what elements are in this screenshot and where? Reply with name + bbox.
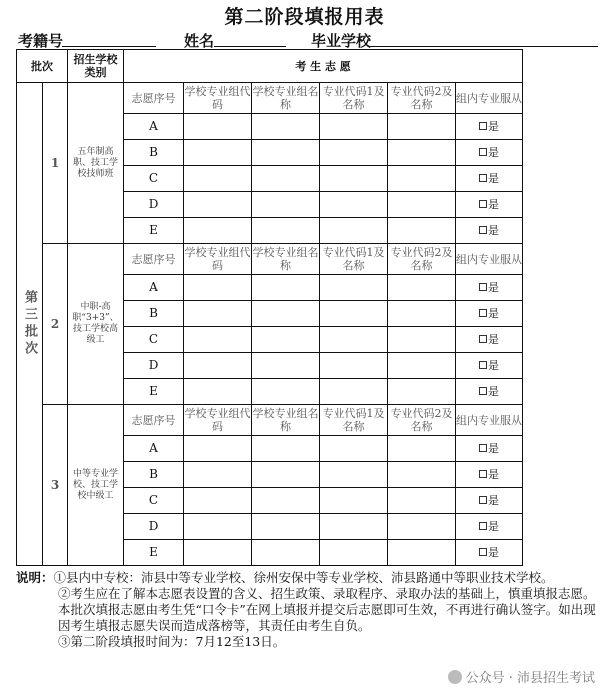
checkbox-icon[interactable] bbox=[479, 148, 487, 156]
obey-cell[interactable] bbox=[456, 140, 523, 166]
exam-no-label: 考籍号 bbox=[18, 32, 64, 50]
subheader-school-name-label: 学校专业组名称 bbox=[252, 407, 319, 433]
choice-letter: C bbox=[148, 332, 159, 346]
choice-order-cell bbox=[124, 275, 184, 301]
checkbox-icon[interactable] bbox=[479, 283, 487, 291]
subheader-major1-label: 专业代码1及名称 bbox=[322, 246, 385, 272]
choice-letter: C bbox=[148, 493, 159, 507]
choice-input-cell[interactable] bbox=[184, 488, 252, 514]
obey-cell[interactable] bbox=[456, 540, 523, 566]
choice-input-cell[interactable] bbox=[320, 462, 388, 488]
choice-input-cell[interactable] bbox=[252, 379, 320, 405]
subheader-obey-label: 组内专业服从 bbox=[456, 252, 523, 266]
obey-cell[interactable] bbox=[456, 192, 523, 218]
group-category: 五年制高职、技工学校技师班 bbox=[72, 146, 118, 179]
choice-order-cell bbox=[124, 192, 184, 218]
name-field[interactable] bbox=[214, 46, 286, 47]
checkbox-icon[interactable] bbox=[479, 361, 487, 369]
choice-letter: A bbox=[149, 119, 158, 133]
choice-letter: B bbox=[149, 306, 158, 320]
checkbox-icon[interactable] bbox=[479, 496, 487, 504]
header-category-line2: 类别 bbox=[84, 66, 107, 79]
checkbox-icon[interactable] bbox=[479, 522, 487, 530]
subheader-school-code-label: 学校专业组代码 bbox=[184, 407, 251, 433]
choice-letter: D bbox=[148, 358, 159, 372]
subheader-obey-label: 组内专业服从 bbox=[456, 413, 523, 427]
choice-letter: E bbox=[149, 223, 158, 237]
choice-order-cell bbox=[124, 379, 184, 405]
obey-label: 是 bbox=[488, 385, 500, 398]
choice-order-cell bbox=[124, 488, 184, 514]
batch-cell bbox=[17, 83, 43, 566]
choice-input-cell[interactable] bbox=[252, 301, 320, 327]
choice-order-cell bbox=[124, 540, 184, 566]
choice-input-cell[interactable] bbox=[184, 218, 252, 244]
header-wishes bbox=[124, 50, 523, 83]
subheader-major1-label: 专业代码1及名称 bbox=[322, 85, 385, 111]
choice-input-cell[interactable] bbox=[320, 301, 388, 327]
subheader-obey-label: 组内专业服从 bbox=[456, 91, 523, 105]
choice-input-cell[interactable] bbox=[184, 436, 252, 462]
choice-input-cell[interactable] bbox=[184, 462, 252, 488]
header-category-line1: 招生学校 bbox=[73, 53, 118, 66]
obey-label: 是 bbox=[488, 281, 500, 294]
note-2: ②考生应在了解本志愿表设置的含义、招生政策、录取程序、录取办法的基础上，慎重填报志愿。本批次填报志愿由考生凭“口令卡”在网上填报并提交后志愿即可生效，不再进行确认签字。如出现因考生填报志愿失误而造成落榜等，其责任由考生自负。 bbox=[58, 586, 596, 633]
subheader-school-code bbox=[184, 405, 252, 436]
group-category: 中等专业学校、技工学校中级工 bbox=[72, 468, 118, 501]
group-category: 中职-高职“3+3”、技工学校高级工 bbox=[72, 302, 119, 345]
obey-cell[interactable] bbox=[456, 462, 523, 488]
note-1: ①县内中专校：沛县中等专业学校、徐州安保中等专业学校、沛县路通中等职业技术学校。 bbox=[53, 570, 554, 585]
group-category-cell bbox=[68, 83, 124, 244]
school-field[interactable] bbox=[370, 46, 598, 47]
obey-label: 是 bbox=[488, 146, 500, 159]
choice-input-cell[interactable] bbox=[252, 462, 320, 488]
obey-label: 是 bbox=[488, 333, 500, 346]
choice-input-cell[interactable] bbox=[388, 166, 456, 192]
checkbox-icon[interactable] bbox=[479, 548, 487, 556]
subheader-major1 bbox=[320, 83, 388, 114]
choice-order-cell bbox=[124, 462, 184, 488]
obey-cell[interactable] bbox=[456, 114, 523, 140]
obey-label: 是 bbox=[488, 494, 500, 507]
subheader-order-label: 志愿序号 bbox=[131, 413, 176, 427]
choice-input-cell[interactable] bbox=[184, 275, 252, 301]
choice-input-cell[interactable] bbox=[320, 114, 388, 140]
choice-input-cell[interactable] bbox=[184, 301, 252, 327]
choice-order-cell bbox=[124, 166, 184, 192]
choice-input-cell[interactable] bbox=[388, 140, 456, 166]
choice-input-cell[interactable] bbox=[388, 514, 456, 540]
obey-label: 是 bbox=[488, 359, 500, 372]
application-table bbox=[16, 49, 523, 566]
school-label: 毕业学校 bbox=[311, 32, 372, 50]
choice-letter: E bbox=[149, 384, 158, 398]
obey-cell[interactable] bbox=[456, 301, 523, 327]
choice-order-cell bbox=[124, 218, 184, 244]
exam-no-field[interactable] bbox=[62, 46, 156, 47]
watermark bbox=[448, 667, 595, 686]
obey-label: 是 bbox=[488, 224, 500, 237]
subheader-school-name bbox=[252, 244, 320, 275]
subheader-school-code bbox=[184, 244, 252, 275]
choice-input-cell[interactable] bbox=[252, 114, 320, 140]
notes-label: 说明： bbox=[16, 570, 54, 585]
subheader-order bbox=[124, 83, 184, 114]
choice-input-cell[interactable] bbox=[388, 327, 456, 353]
group-no: 2 bbox=[50, 316, 60, 331]
group-no-cell bbox=[43, 405, 68, 566]
checkbox-icon[interactable] bbox=[479, 387, 487, 395]
subheader-order bbox=[124, 405, 184, 436]
wechat-icon bbox=[448, 670, 462, 684]
choice-input-cell[interactable] bbox=[388, 301, 456, 327]
checkbox-icon[interactable] bbox=[479, 444, 487, 452]
subheader-school-name bbox=[252, 83, 320, 114]
choice-input-cell[interactable] bbox=[184, 140, 252, 166]
checkbox-icon[interactable] bbox=[479, 200, 487, 208]
choice-order-cell bbox=[124, 436, 184, 462]
checkbox-icon[interactable] bbox=[479, 470, 487, 478]
choice-order-cell bbox=[124, 301, 184, 327]
checkbox-icon[interactable] bbox=[479, 335, 487, 343]
choice-input-cell[interactable] bbox=[252, 540, 320, 566]
choice-input-cell[interactable] bbox=[252, 436, 320, 462]
batch-label: 第三批次 bbox=[22, 290, 37, 358]
choice-input-cell[interactable] bbox=[388, 436, 456, 462]
choice-input-cell[interactable] bbox=[320, 140, 388, 166]
choice-input-cell[interactable] bbox=[388, 540, 456, 566]
subheader-major2 bbox=[388, 244, 456, 275]
choice-input-cell[interactable] bbox=[320, 327, 388, 353]
choice-input-cell[interactable] bbox=[320, 166, 388, 192]
subheader-row bbox=[17, 244, 523, 275]
subheader-major2 bbox=[388, 405, 456, 436]
obey-cell[interactable] bbox=[456, 436, 523, 462]
obey-cell[interactable] bbox=[456, 514, 523, 540]
note-3: ③第二阶段填报时间为：7月12至13日。 bbox=[58, 634, 286, 649]
choice-input-cell[interactable] bbox=[184, 166, 252, 192]
choice-input-cell[interactable] bbox=[252, 514, 320, 540]
choice-order-cell bbox=[124, 327, 184, 353]
choice-input-cell[interactable] bbox=[320, 218, 388, 244]
name-label: 姓名 bbox=[184, 32, 215, 50]
obey-label: 是 bbox=[488, 442, 500, 455]
choice-input-cell[interactable] bbox=[184, 379, 252, 405]
choice-input-cell[interactable] bbox=[388, 192, 456, 218]
choice-input-cell[interactable] bbox=[388, 353, 456, 379]
checkbox-icon[interactable] bbox=[479, 122, 487, 130]
obey-label: 是 bbox=[488, 307, 500, 320]
choice-input-cell[interactable] bbox=[184, 540, 252, 566]
group-no: 3 bbox=[50, 477, 60, 492]
subheader-row bbox=[17, 83, 523, 114]
obey-label: 是 bbox=[488, 172, 500, 185]
choice-input-cell[interactable] bbox=[320, 514, 388, 540]
choice-input-cell[interactable] bbox=[388, 379, 456, 405]
choice-order-cell bbox=[124, 514, 184, 540]
choice-input-cell[interactable] bbox=[320, 353, 388, 379]
subheader-obey bbox=[456, 244, 523, 275]
choice-input-cell[interactable] bbox=[184, 192, 252, 218]
obey-cell[interactable] bbox=[456, 275, 523, 301]
obey-cell[interactable] bbox=[456, 488, 523, 514]
obey-label: 是 bbox=[488, 520, 500, 533]
subheader-school-code-label: 学校专业组代码 bbox=[184, 246, 251, 272]
choice-letter: A bbox=[149, 441, 158, 455]
choice-input-cell[interactable] bbox=[252, 275, 320, 301]
subheader-major1 bbox=[320, 244, 388, 275]
subheader-order-label: 志愿序号 bbox=[131, 91, 176, 105]
choice-input-cell[interactable] bbox=[320, 275, 388, 301]
header-wishes-label: 考 生 志 愿 bbox=[295, 59, 351, 73]
choice-letter: B bbox=[149, 145, 158, 159]
choice-input-cell[interactable] bbox=[252, 192, 320, 218]
watermark-text: 公众号 · 沛县招生考试 bbox=[465, 671, 595, 686]
choice-input-cell[interactable] bbox=[252, 166, 320, 192]
choice-letter: D bbox=[148, 197, 159, 211]
subheader-school-name bbox=[252, 405, 320, 436]
subheader-school-code-label: 学校专业组代码 bbox=[184, 85, 251, 111]
subheader-major2-label: 专业代码2及名称 bbox=[390, 407, 453, 433]
group-no-cell bbox=[43, 244, 68, 405]
choice-input-cell[interactable] bbox=[184, 514, 252, 540]
subheader-major2-label: 专业代码2及名称 bbox=[390, 246, 453, 272]
choice-letter: D bbox=[148, 519, 159, 533]
obey-cell[interactable] bbox=[456, 218, 523, 244]
choice-input-cell[interactable] bbox=[184, 353, 252, 379]
choice-input-cell[interactable] bbox=[252, 353, 320, 379]
choice-input-cell[interactable] bbox=[252, 327, 320, 353]
subheader-order bbox=[124, 244, 184, 275]
header-batch bbox=[17, 50, 68, 83]
choice-order-cell bbox=[124, 353, 184, 379]
checkbox-icon[interactable] bbox=[479, 226, 487, 234]
obey-cell[interactable] bbox=[456, 353, 523, 379]
choice-input-cell[interactable] bbox=[388, 275, 456, 301]
checkbox-icon[interactable] bbox=[479, 309, 487, 317]
choice-input-cell[interactable] bbox=[252, 218, 320, 244]
choice-letter: C bbox=[148, 171, 159, 185]
choice-input-cell[interactable] bbox=[388, 114, 456, 140]
obey-label: 是 bbox=[488, 198, 500, 211]
subheader-major2-label: 专业代码2及名称 bbox=[390, 85, 453, 111]
subheader-obey bbox=[456, 405, 523, 436]
obey-label: 是 bbox=[488, 468, 500, 481]
choice-input-cell[interactable] bbox=[320, 436, 388, 462]
subheader-major1-label: 专业代码1及名称 bbox=[322, 407, 385, 433]
choice-input-cell[interactable] bbox=[388, 462, 456, 488]
choice-input-cell[interactable] bbox=[320, 488, 388, 514]
choice-input-cell[interactable] bbox=[320, 540, 388, 566]
header-row bbox=[17, 50, 523, 83]
subheader-school-name-label: 学校专业组名称 bbox=[252, 246, 319, 272]
choice-input-cell[interactable] bbox=[184, 327, 252, 353]
header-category bbox=[68, 50, 124, 83]
choice-input-cell[interactable] bbox=[388, 218, 456, 244]
subheader-major2 bbox=[388, 83, 456, 114]
choice-order-cell bbox=[124, 140, 184, 166]
obey-cell[interactable] bbox=[456, 166, 523, 192]
choice-letter: E bbox=[149, 545, 158, 559]
subheader-major1 bbox=[320, 405, 388, 436]
choice-order-cell bbox=[124, 114, 184, 140]
obey-cell[interactable] bbox=[456, 379, 523, 405]
choice-input-cell[interactable] bbox=[388, 488, 456, 514]
choice-input-cell[interactable] bbox=[320, 192, 388, 218]
group-no-cell bbox=[43, 83, 68, 244]
checkbox-icon[interactable] bbox=[479, 174, 487, 182]
choice-letter: A bbox=[149, 280, 158, 294]
group-category-cell bbox=[68, 405, 124, 566]
subheader-row bbox=[17, 405, 523, 436]
choice-input-cell[interactable] bbox=[252, 488, 320, 514]
choice-input-cell[interactable] bbox=[320, 379, 388, 405]
subheader-obey bbox=[456, 83, 523, 114]
subheader-school-code bbox=[184, 83, 252, 114]
header-batch-label: 批次 bbox=[31, 59, 53, 73]
group-category-cell bbox=[68, 244, 124, 405]
subheader-order-label: 志愿序号 bbox=[131, 252, 176, 266]
obey-label: 是 bbox=[488, 546, 500, 559]
obey-label: 是 bbox=[488, 120, 500, 133]
subheader-school-name-label: 学校专业组名称 bbox=[252, 85, 319, 111]
obey-cell[interactable] bbox=[456, 327, 523, 353]
info-row bbox=[18, 30, 598, 50]
choice-input-cell[interactable] bbox=[252, 140, 320, 166]
notes bbox=[16, 570, 601, 650]
choice-letter: B bbox=[149, 467, 158, 481]
group-no: 1 bbox=[50, 155, 60, 170]
page-title: 第二阶段填报用表 bbox=[224, 6, 385, 28]
choice-input-cell[interactable] bbox=[184, 114, 252, 140]
